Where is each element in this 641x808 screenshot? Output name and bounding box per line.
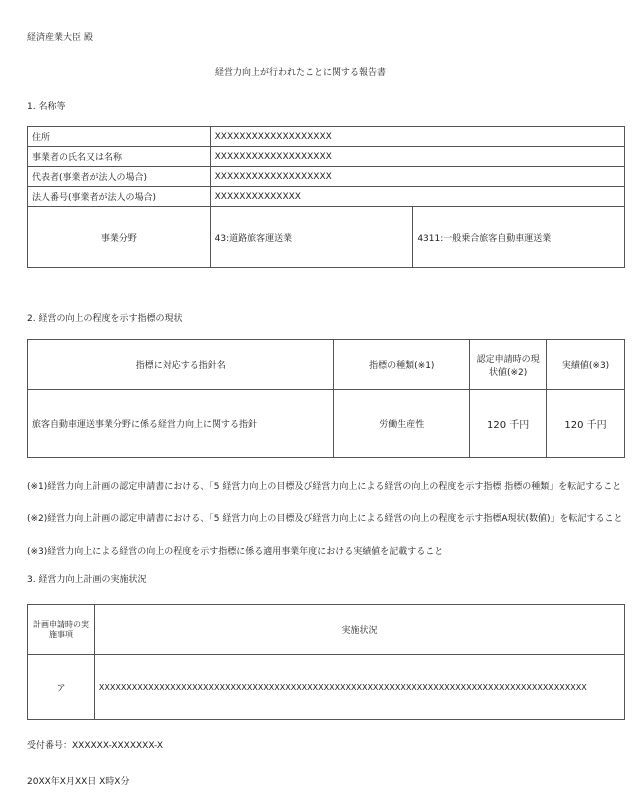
value-business-field-2: 4311:一般乗合旅客自動車運送業 (413, 207, 625, 268)
header-indicator-type: 指標の種類(※1) (334, 340, 470, 390)
label-address: 住所 (28, 127, 211, 147)
label-business-field: 事業分野 (28, 207, 211, 268)
table-row (28, 207, 625, 268)
table-row (28, 167, 625, 187)
document-title: 経営力向上が行われたことに関する報告書 (215, 68, 387, 78)
cell-actual-value: 120 千円 (547, 390, 625, 458)
label-business-name: 事業者の氏名又は名称 (28, 147, 211, 167)
section1-heading: 1. 名称等 (27, 102, 66, 112)
implementation-table (27, 604, 625, 720)
note-1: (※1)経営力向上計画の認定申請書における、「5 経営力向上の目標及び経営力向上による経営の向上の程度を示す指標 指標の種類」を転記すること (27, 482, 622, 492)
table-row (28, 147, 625, 167)
value-business-field-1: 43:道路旅客運送業 (210, 207, 413, 268)
cell-guideline-name: 旅客自動車運送事業分野に係る経営力向上に関する指針 (28, 390, 334, 458)
name-table (27, 126, 625, 268)
value-address: XXXXXXXXXXXXXXXXXXX (210, 127, 624, 147)
cell-current-value: 120 千円 (470, 390, 547, 458)
note-2: (※2)経営力向上計画の認定申請書における、「5 経営力向上の目標及び経営力向上による経営の向上の程度を示す指標A現状(数値)」を転記すること (27, 514, 623, 524)
header-guideline-name: 指標に対応する指針名 (28, 340, 334, 390)
header-current-value: 認定申請時の現状値(※2) (470, 340, 547, 390)
label-corporate-number: 法人番号(事業者が法人の場合) (28, 187, 211, 207)
cell-implementation-status: XXXXXXXXXXXXXXXXXXXXXXXXXXXXXXXXXXXXXXXXXXXXXXXXXXXXXXXXXXXXXXXXXXXXXXXXXXXXXXXXXXXXXXXXX (94, 655, 624, 720)
table-row (28, 390, 625, 458)
cell-indicator-type: 労働生産性 (334, 390, 470, 458)
note-3: (※3)経営力向上による経営の向上の程度を示す指標に係る適用事業年度における実績値を記載すること (27, 547, 444, 557)
section2-heading: 2. 経営の向上の程度を示す指標の現状 (27, 314, 183, 324)
value-corporate-number: XXXXXXXXXXXXXX (210, 187, 624, 207)
table-row (28, 127, 625, 147)
report-datetime: 20XX年X月XX日 X時X分 (27, 777, 130, 787)
header-plan-item: 計画申請時の実施事項 (28, 605, 95, 655)
addressee: 経済産業大臣 殿 (27, 33, 93, 43)
table-row (28, 655, 625, 720)
table-row (28, 605, 625, 655)
value-representative: XXXXXXXXXXXXXXXXXXX (210, 167, 624, 187)
header-implementation-status: 実施状況 (94, 605, 624, 655)
table-row (28, 187, 625, 207)
header-actual-value: 実績値(※3) (547, 340, 625, 390)
value-business-name: XXXXXXXXXXXXXXXXXXX (210, 147, 624, 167)
receipt-number: 受付番号：XXXXXX-XXXXXXX-X (27, 741, 164, 751)
table-row (28, 340, 625, 390)
cell-plan-item: ア (28, 655, 95, 720)
label-representative: 代表者(事業者が法人の場合) (28, 167, 211, 187)
section3-heading: 3. 経営力向上計画の実施状況 (27, 575, 147, 585)
indicator-table (27, 339, 625, 458)
